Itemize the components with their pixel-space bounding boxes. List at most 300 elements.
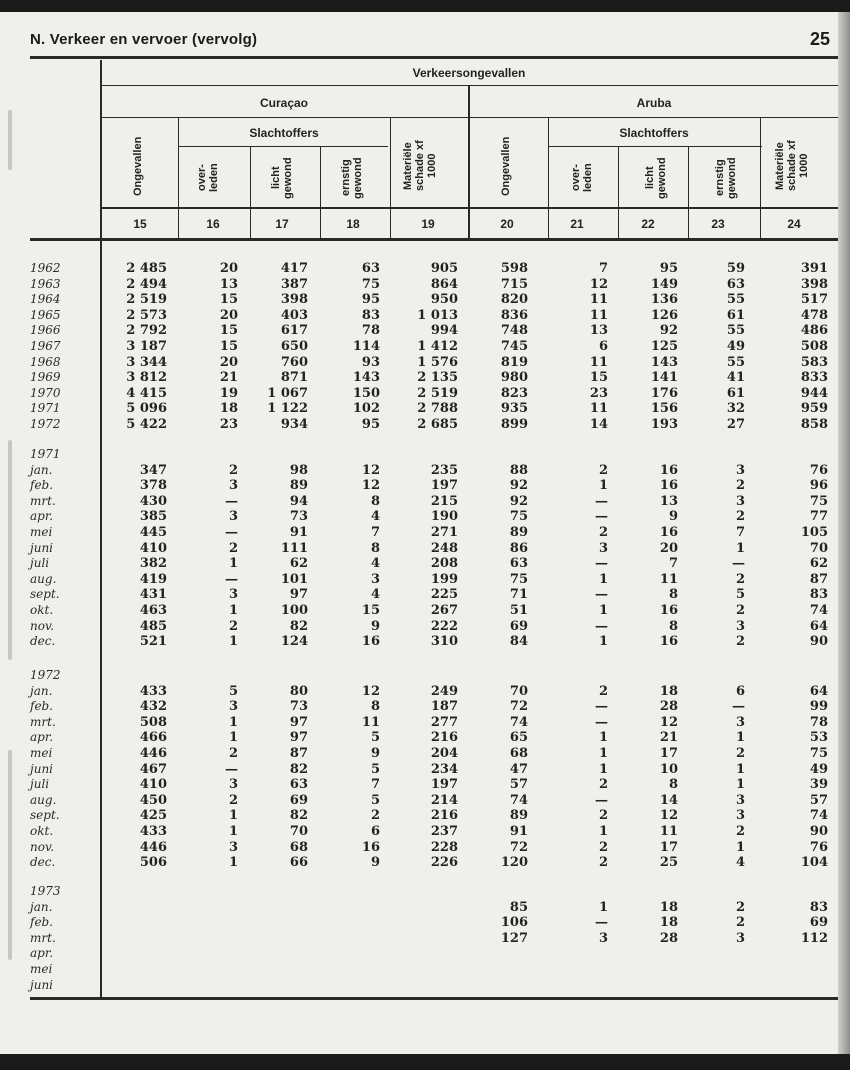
table-cell: 1 xyxy=(735,761,745,777)
table-cell: 70 xyxy=(809,540,828,556)
table-cell: 204 xyxy=(430,746,458,761)
table-cell: 83 xyxy=(361,307,380,323)
table-cell: — xyxy=(595,587,608,603)
col-header-24: Materiële schade xf 1000 xyxy=(774,140,810,192)
table-cell xyxy=(178,900,238,916)
table-cell: 69 xyxy=(509,618,528,634)
table-cell: 74 xyxy=(809,808,828,824)
table-cell: 176 xyxy=(650,385,678,401)
sub-group-curacao: Slachtoffers xyxy=(249,126,319,140)
table-cell: 382 xyxy=(139,556,167,572)
table-cell: 5 xyxy=(370,761,380,777)
table-cell: 97 xyxy=(289,730,308,746)
table-cell: 208 xyxy=(430,556,458,572)
table-cell: 2 xyxy=(735,899,745,915)
table-cell: 216 xyxy=(430,808,458,824)
col-header-22: licht gewond xyxy=(644,157,668,199)
table-cell: 5 xyxy=(370,730,380,746)
table-cell: 23 xyxy=(589,385,608,401)
table-cell: 14 xyxy=(589,417,608,432)
table-cell: 9 xyxy=(370,746,380,761)
row-label: feb. xyxy=(30,478,54,493)
table-cell: 89 xyxy=(509,525,528,540)
row-label: 1965 xyxy=(30,307,61,322)
table-cell: 1 xyxy=(598,603,608,618)
table-cell: 2 xyxy=(735,915,745,931)
table-cell: — xyxy=(595,915,608,931)
table-cell: — xyxy=(595,509,608,525)
table-cell: 2 xyxy=(598,839,608,855)
table-cell: 485 xyxy=(139,618,167,634)
table-cell xyxy=(320,962,380,978)
table-cell: 959 xyxy=(800,401,828,417)
table-cell: — xyxy=(225,761,238,777)
year-label: 1972 xyxy=(30,668,61,682)
table-cell: — xyxy=(225,525,238,540)
table-cell: 3 xyxy=(735,493,745,509)
table-cell: 86 xyxy=(509,540,528,556)
table-cell: 864 xyxy=(430,276,458,292)
table-cell: 2 788 xyxy=(417,401,458,417)
table-cell: 62 xyxy=(289,556,308,572)
table-cell xyxy=(178,915,238,931)
table-cell: 994 xyxy=(430,323,458,339)
table-cell: 55 xyxy=(726,354,745,370)
table-cell: 111 xyxy=(280,540,308,556)
table-cell: 417 xyxy=(280,261,308,276)
table-cell: 114 xyxy=(352,339,380,354)
col-number: 17 xyxy=(275,217,289,231)
table-cell: 15 xyxy=(219,339,238,354)
table-cell: 10 xyxy=(659,761,678,777)
row-label: jan. xyxy=(30,683,53,698)
table-cell: 11 xyxy=(589,354,608,370)
table-cell: 193 xyxy=(650,417,678,432)
table-cell xyxy=(398,946,458,962)
table-cell: 18 xyxy=(659,899,678,915)
table-cell: 858 xyxy=(800,417,828,432)
table-cell: 215 xyxy=(430,493,458,509)
table-cell: 3 812 xyxy=(126,370,167,386)
row-label: dec. xyxy=(30,855,56,870)
table-cell: 96 xyxy=(809,478,828,494)
table-cell: 83 xyxy=(809,587,828,603)
table-cell xyxy=(618,946,678,962)
table-cell: 650 xyxy=(280,339,308,354)
table-cell: 32 xyxy=(726,401,745,417)
table-cell: 2 xyxy=(735,824,745,839)
table-cell: 234 xyxy=(430,761,458,777)
table-cell: 17 xyxy=(659,839,678,855)
row-label: 1969 xyxy=(30,370,61,385)
table-cell: 14 xyxy=(659,792,678,808)
table-cell: 899 xyxy=(500,417,528,432)
header-rule xyxy=(178,146,388,147)
table-cell: 433 xyxy=(139,683,167,699)
table-cell: 136 xyxy=(650,292,678,308)
table-cell: 61 xyxy=(726,307,745,323)
table-cell: 235 xyxy=(430,462,458,478)
table-cell: 2 xyxy=(598,462,608,478)
table-cell: 7 xyxy=(598,261,608,276)
table-cell xyxy=(248,962,308,978)
table-cell: — xyxy=(595,493,608,509)
table-cell: 2 xyxy=(598,777,608,793)
table-cell: 1 xyxy=(598,730,608,746)
table-cell: 745 xyxy=(500,339,528,354)
table-cell: 3 xyxy=(735,808,745,824)
table-cell: 27 xyxy=(726,417,745,432)
col-number: 23 xyxy=(711,217,725,231)
table-cell: 237 xyxy=(430,824,458,839)
table-cell xyxy=(248,978,308,994)
table-cell: 905 xyxy=(430,261,458,276)
table-cell: 1 xyxy=(228,808,238,824)
table-cell: 228 xyxy=(430,839,458,855)
table-cell: 8 xyxy=(668,777,678,793)
table-cell xyxy=(768,946,828,962)
row-label: 1968 xyxy=(30,354,61,369)
col-number: 19 xyxy=(421,217,435,231)
table-cell: 78 xyxy=(809,714,828,730)
table-cell: 59 xyxy=(726,261,745,276)
row-label: nov. xyxy=(30,618,55,633)
year-label: 1971 xyxy=(30,447,61,461)
table-cell: 82 xyxy=(289,618,308,634)
col-header-19: Materiële schade xf 1000 xyxy=(402,140,438,192)
table-cell: 836 xyxy=(500,307,528,323)
table-cell: 85 xyxy=(509,899,528,915)
table-cell: 93 xyxy=(361,354,380,370)
col-header-18: ernstig gewond xyxy=(340,157,364,199)
header-rule xyxy=(548,146,762,147)
table-cell: 1 xyxy=(228,603,238,618)
table-cell: 226 xyxy=(430,855,458,871)
table-cell: 7 xyxy=(668,556,678,572)
row-label: apr. xyxy=(30,509,54,524)
region-aruba: Aruba xyxy=(636,96,672,110)
table-cell: 197 xyxy=(430,478,458,494)
table-cell: 20 xyxy=(219,261,238,276)
table-cell: 95 xyxy=(361,292,380,308)
table-cell: 3 xyxy=(735,930,745,946)
table-cell: 466 xyxy=(139,730,167,746)
binding-mark xyxy=(8,750,12,960)
table-cell: 398 xyxy=(800,276,828,292)
table-cell: 90 xyxy=(809,824,828,839)
table-cell: 8 xyxy=(370,493,380,509)
table-cell: 5 096 xyxy=(126,401,167,417)
row-label: okt. xyxy=(30,603,54,617)
table-cell: 74 xyxy=(509,792,528,808)
table-cell: 445 xyxy=(139,525,167,540)
table-cell: 3 xyxy=(228,587,238,603)
col-divider xyxy=(390,118,391,238)
table-cell xyxy=(398,978,458,994)
table-cell: 102 xyxy=(352,401,380,417)
table-cell: 97 xyxy=(289,587,308,603)
table-cell xyxy=(468,962,528,978)
table-cell: 11 xyxy=(361,714,380,730)
row-label: 1967 xyxy=(30,339,61,353)
table-cell: — xyxy=(595,699,608,715)
table-cell: 1 xyxy=(598,761,608,777)
table-cell xyxy=(685,962,745,978)
table-cell xyxy=(618,978,678,994)
table-cell: 1 xyxy=(228,824,238,839)
table-cell: 2 xyxy=(735,509,745,525)
group-title: Verkeersongevallen xyxy=(412,66,526,80)
table-cell: 124 xyxy=(280,634,308,650)
row-label: 1971 xyxy=(30,401,61,416)
table-cell: 433 xyxy=(139,824,167,839)
table-cell: 23 xyxy=(219,417,238,432)
row-label: nov. xyxy=(30,839,55,854)
table-cell: 467 xyxy=(139,761,167,777)
table-cell: 521 xyxy=(139,634,167,650)
row-label: 1970 xyxy=(30,385,61,400)
table-cell: 64 xyxy=(809,618,828,634)
row-label: jan. xyxy=(30,899,53,914)
year-label: 1973 xyxy=(30,884,61,898)
table-cell: 13 xyxy=(659,493,678,509)
table-cell: — xyxy=(595,556,608,572)
table-cell: 82 xyxy=(289,761,308,777)
table-cell: 2 494 xyxy=(126,276,167,292)
col-divider xyxy=(760,118,761,238)
table-cell: 3 344 xyxy=(126,354,167,370)
table-cell: 6 xyxy=(598,339,608,354)
table-cell: 2 485 xyxy=(126,261,167,276)
table-cell: 2 xyxy=(735,571,745,587)
table-cell: 8 xyxy=(668,618,678,634)
table-cell: 1 xyxy=(735,730,745,746)
table-cell: 12 xyxy=(361,478,380,494)
table-cell: 1 xyxy=(735,839,745,855)
row-label: apr. xyxy=(30,946,54,961)
table-cell: 2 xyxy=(228,746,238,761)
table-cell: 76 xyxy=(809,462,828,478)
table-cell xyxy=(248,931,308,947)
table-cell: 74 xyxy=(509,714,528,730)
table-cell: 149 xyxy=(650,276,678,292)
table-cell: 73 xyxy=(289,509,308,525)
table-cell: 1 576 xyxy=(417,354,458,370)
table-cell: 410 xyxy=(139,540,167,556)
col-header-16: over- leden xyxy=(196,163,220,193)
table-cell xyxy=(685,978,745,994)
table-cell xyxy=(685,946,745,962)
table-cell: 1 xyxy=(735,777,745,793)
table-cell xyxy=(107,900,167,916)
table-cell: 99 xyxy=(809,699,828,715)
table-cell: 934 xyxy=(280,417,308,432)
table-cell: 506 xyxy=(139,855,167,871)
table-cell: 63 xyxy=(289,777,308,793)
table-cell: 4 415 xyxy=(126,385,167,401)
table-cell: 70 xyxy=(289,824,308,839)
table-cell: 92 xyxy=(509,493,528,509)
table-cell: 18 xyxy=(659,915,678,931)
table-cell: 310 xyxy=(430,634,458,650)
table-cell: 92 xyxy=(659,323,678,339)
table-cell: 1 xyxy=(598,746,608,761)
table-cell: 127 xyxy=(500,930,528,946)
table-cell: 463 xyxy=(139,603,167,618)
table-cell: 15 xyxy=(589,370,608,386)
table-cell xyxy=(320,900,380,916)
table-cell: 150 xyxy=(352,385,380,401)
table-cell: 2 xyxy=(598,525,608,540)
table-cell: 16 xyxy=(659,525,678,540)
table-cell: 9 xyxy=(370,618,380,634)
table-cell xyxy=(178,962,238,978)
col-header-15: Ongevallen xyxy=(132,136,144,196)
col-header-23: ernstig gewond xyxy=(714,157,738,199)
table-cell: 11 xyxy=(589,307,608,323)
table-cell: — xyxy=(732,556,745,572)
table-cell: 84 xyxy=(509,634,528,650)
table-cell: 3 xyxy=(228,509,238,525)
table-cell: 1 xyxy=(598,634,608,650)
table-cell: 3 xyxy=(598,540,608,556)
table-cell: 1 xyxy=(598,478,608,494)
table-cell: 7 xyxy=(735,525,745,540)
table-cell: 1 xyxy=(598,571,608,587)
row-label: 1963 xyxy=(30,276,61,291)
table-cell: 89 xyxy=(289,478,308,494)
table-cell: 13 xyxy=(589,323,608,339)
table-cell: 430 xyxy=(139,493,167,509)
table-cell: 98 xyxy=(289,462,308,478)
table-cell xyxy=(107,978,167,994)
binding-mark xyxy=(8,110,12,170)
table-cell: 21 xyxy=(659,730,678,746)
region-curacao: Curaçao xyxy=(259,96,309,110)
table-cell: 16 xyxy=(361,634,380,650)
table-cell: 15 xyxy=(219,292,238,308)
table-cell: 871 xyxy=(280,370,308,386)
table-cell: 3 xyxy=(735,792,745,808)
table-cell: 156 xyxy=(650,401,678,417)
table-cell: 3 xyxy=(598,930,608,946)
table-cell: 11 xyxy=(589,292,608,308)
table-cell: 1 067 xyxy=(267,385,308,401)
table-cell: 3 xyxy=(735,714,745,730)
sub-group-aruba: Slachtoffers xyxy=(619,126,689,140)
row-label: sept. xyxy=(30,808,60,823)
table-cell: 73 xyxy=(289,699,308,715)
table-cell: 83 xyxy=(809,899,828,915)
table-cell: 66 xyxy=(289,855,308,871)
table-cell: 80 xyxy=(289,683,308,699)
table-cell: 2 xyxy=(228,540,238,556)
table-cell: 617 xyxy=(280,323,308,339)
table-cell: 1 xyxy=(228,855,238,871)
table-cell: 222 xyxy=(430,618,458,634)
table-cell: 28 xyxy=(659,930,678,946)
table-cell: 20 xyxy=(219,307,238,323)
table-cell: 385 xyxy=(139,509,167,525)
table-cell xyxy=(178,978,238,994)
table-cell: 11 xyxy=(659,571,678,587)
table-cell: 12 xyxy=(361,683,380,699)
table-cell: 69 xyxy=(809,915,828,931)
table-cell: 410 xyxy=(139,777,167,793)
table-cell xyxy=(398,900,458,916)
table-cell: 3 xyxy=(228,478,238,494)
table-cell: 75 xyxy=(509,571,528,587)
table-cell xyxy=(320,946,380,962)
table-cell: 2 xyxy=(735,478,745,494)
table-cell: 15 xyxy=(361,603,380,618)
table-cell: 419 xyxy=(139,571,167,587)
table-cell: 3 187 xyxy=(126,339,167,354)
table-cell: 4 xyxy=(370,587,380,603)
row-label: mei xyxy=(30,746,53,760)
table-cell: 2 xyxy=(598,808,608,824)
table-cell: 72 xyxy=(509,839,528,855)
col-header-17: licht gewond xyxy=(270,157,294,199)
table-cell: 2 519 xyxy=(126,292,167,308)
table-cell: 197 xyxy=(430,777,458,793)
stub-divider xyxy=(100,60,102,998)
table-cell: 57 xyxy=(509,777,528,793)
table-cell: 63 xyxy=(726,276,745,292)
header-bottom-rule xyxy=(30,238,838,241)
table-cell: 7 xyxy=(370,525,380,540)
table-cell: 431 xyxy=(139,587,167,603)
table-cell: 143 xyxy=(352,370,380,386)
table-cell xyxy=(768,978,828,994)
table-cell: 950 xyxy=(430,292,458,308)
table-cell: 92 xyxy=(509,478,528,494)
table-cell: 1 xyxy=(228,714,238,730)
table-cell: 1 xyxy=(228,634,238,650)
table-cell: 11 xyxy=(589,401,608,417)
table-cell: 486 xyxy=(800,323,828,339)
row-label: juni xyxy=(30,540,54,555)
table-cell: 508 xyxy=(139,714,167,730)
table-cell: 20 xyxy=(659,540,678,556)
table-cell: 104 xyxy=(800,855,828,871)
table-cell: 95 xyxy=(659,261,678,276)
table-cell: 39 xyxy=(809,777,828,793)
table-cell xyxy=(178,931,238,947)
row-label: okt. xyxy=(30,824,54,838)
table-cell: 1 xyxy=(735,540,745,556)
table-cell: 16 xyxy=(361,839,380,855)
col-number: 24 xyxy=(787,217,801,231)
table-cell: 823 xyxy=(500,385,528,401)
table-cell: 16 xyxy=(659,478,678,494)
table-cell: 216 xyxy=(430,730,458,746)
col-number: 22 xyxy=(641,217,655,231)
table-cell: 25 xyxy=(659,855,678,871)
table-cell xyxy=(320,915,380,931)
top-rule xyxy=(30,56,838,59)
table-cell: 225 xyxy=(430,587,458,603)
table-cell xyxy=(320,978,380,994)
table-cell: 249 xyxy=(430,683,458,699)
table-cell: 5 xyxy=(370,792,380,808)
table-cell: 55 xyxy=(726,323,745,339)
table-cell: 3 xyxy=(228,839,238,855)
row-label: juni xyxy=(30,977,54,992)
table-cell: 47 xyxy=(509,761,528,777)
table-cell: — xyxy=(225,493,238,509)
table-cell: 450 xyxy=(139,792,167,808)
